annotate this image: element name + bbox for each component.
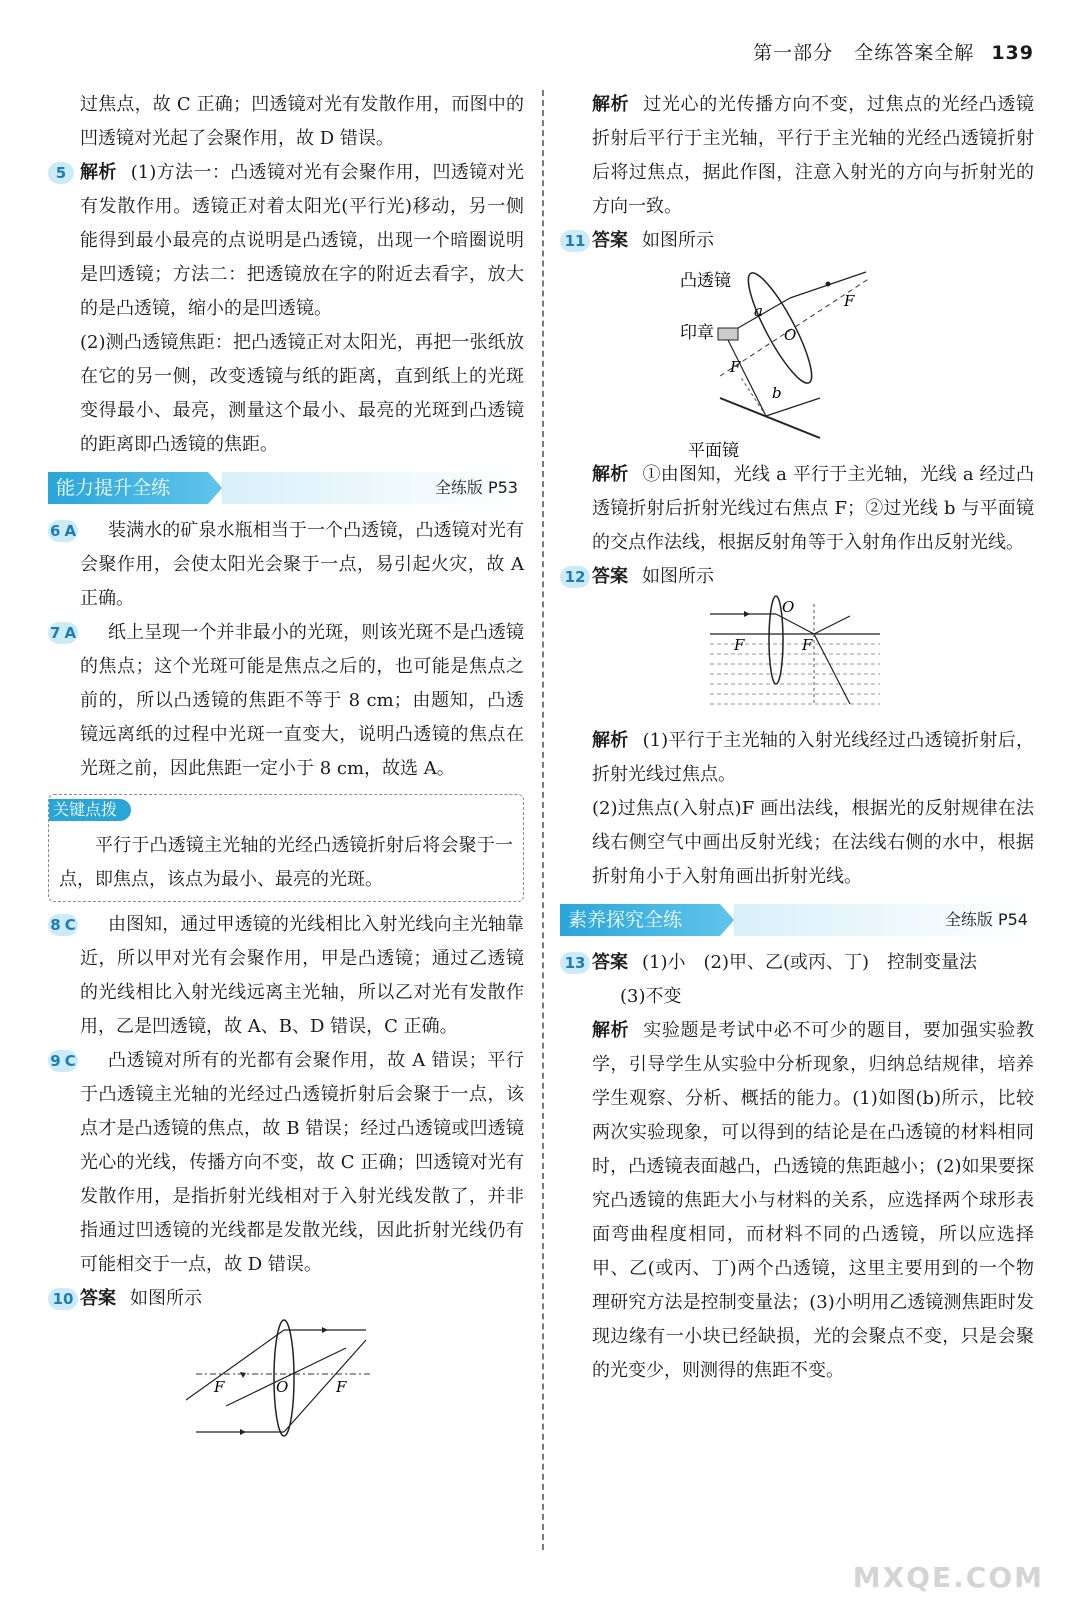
ray-a — [738, 298, 790, 328]
section-arrow — [208, 472, 222, 504]
lens-label: 凸透镜 — [680, 271, 731, 291]
q10-figure-lens-diagram — [186, 1316, 386, 1440]
q12-analysis-2: (2)过焦点(入射点)F 画出法线，根据光的反射规律在法线右侧空气中画出反射光线；在法线右侧的水中，根据折射角小于入射角画出折射光线。 — [592, 798, 1034, 887]
key-tip-box — [48, 794, 524, 902]
question-5 — [48, 156, 524, 462]
column-divider — [542, 90, 544, 1550]
focus-label-right: F — [844, 292, 855, 310]
question-11 — [560, 224, 1034, 258]
question-12 — [560, 560, 1034, 594]
key-tip-text: 平行于凸透镜主光轴的光经凸透镜折射后将会聚于一点，即焦点，该点为最小、最亮的光斑。 — [59, 835, 513, 890]
q13-analysis: 实验题是考试中必不可少的题目，要加强实验教学，引导学生从实验中分析现象，归纳总结规律，培养学生观察、分析、概括的能力。(1)如图(b)所示，比较两次实验现象，可以得到的结论是在凸透镜的材料相同时，凸透镜表面越凸，凸透镜的焦距越小；(2)如果要探究凸透镜的焦距大小与材料的关系，应选择两个球形表面弯曲程度相同，而材料不同的凸透镜，所以应选择甲、乙(或丙、丁)两个凸透镜，这里主要用到的一个物理研究方法是控制变量法；(3)小明用乙透镜测焦距时发现边缘有一小块已经缺损，光的会聚点不变，只是会聚的光变少，则测得的焦距不变。 — [592, 1020, 1035, 1381]
analysis-label: 解析 — [592, 94, 630, 115]
q10-text: 如图所示 — [130, 1288, 202, 1309]
optical-center-label: O — [276, 1378, 289, 1396]
question-number: 10 — [48, 1288, 78, 1310]
section-header-ability — [48, 470, 524, 506]
question-number: 11 — [560, 230, 590, 252]
normal-line — [740, 376, 766, 416]
q5-text-1: (1)方法一：凸透镜对光有会聚作用，凹透镜对光有发散作用。透镜正对着太阳光(平行光)移动，另一侧能得到最小最亮的点说明是凸透镜，出现一个暗圈说明是凹透镜；方法二：把透镜放在字的附近去看字，放大的是凸透镜，缩小的是凹透镜。 — [80, 162, 525, 319]
focus-label-right: F — [336, 1378, 347, 1396]
optical-center-label: O — [782, 598, 795, 616]
q5-text-2: (2)测凸透镜焦距：把凸透镜正对太阳光，再把一张纸放在它的另一侧，改变透镜与纸的距离，直到纸上的光斑变得最小、最亮，测量这个最小、最亮的光斑到凸透镜的距离即凸透镜的焦距。 — [80, 332, 524, 455]
q13-answer-1: (1)小 (2)甲、乙(或丙、丁) 控制变量法 — [642, 952, 978, 973]
plane-mirror — [720, 398, 820, 438]
answer-letter: C — [64, 1052, 76, 1070]
convex-lens — [769, 596, 783, 684]
q7-text: 纸上呈现一个并非最小的光斑，则该光斑不是凸透镜的焦点；这个光斑可能是焦点之后的，也可能是焦点之前的，所以凸透镜的焦距不等于 8 cm；由题知，凸透镜远离纸的过程中光斑一直变大，说明凸透镜的焦点在光斑之前，因此焦距一定小于 8 cm，故选 A。 — [80, 622, 524, 779]
ray-b-label: b — [772, 384, 782, 402]
answer-letter: A — [64, 624, 77, 642]
question-6 — [48, 514, 524, 616]
answer-label: 答案 — [592, 952, 628, 973]
q8-text: 由图知，通过甲透镜的光线相比入射光线向主光轴靠近，所以甲对光有会聚作用，甲是凸透镜；通过乙透镜的光线相比入射光线远离主光轴，所以乙对光有发散作用，乙是凹透镜，故 A、B、D 错误，C 正确。 — [80, 914, 524, 1037]
arrow-head — [240, 1429, 246, 1435]
header-section: 第一部分 — [753, 42, 834, 64]
focus-label-right: F — [802, 636, 813, 654]
question-number: 13 — [560, 952, 590, 974]
q11-text: 如图所示 — [642, 230, 714, 251]
q6-text: 装满水的矿泉水瓶相当于一个凸透镜，凸透镜对光有会聚作用，会使太阳光会聚于一点，易引起火灾，故 A 正确。 — [80, 520, 524, 609]
q11-analysis: 解析 ①由图知，光线 a 平行于主光轴，光线 a 经过凸透镜折射后折射光线过右焦点 F；②过光线 b 与平面镜的交点作法线，根据反射角等于入射角作出反射光线。 — [592, 464, 1035, 553]
focus-point — [826, 282, 831, 287]
ray-b — [728, 340, 766, 416]
q12-text: 如图所示 — [642, 566, 714, 587]
optical-center-label: O — [784, 326, 797, 344]
q11-figure-stamp-lens-mirror — [680, 258, 880, 458]
page-number: 139 — [991, 42, 1034, 64]
question-10 — [48, 1282, 524, 1316]
section-title: 素养探究全练 — [560, 904, 720, 936]
analysis-label: 解析 — [592, 730, 629, 751]
analysis-label: 解析 — [592, 464, 629, 485]
focus-label-left: F — [734, 636, 745, 654]
key-tip-label: 关键点拨 — [49, 799, 131, 821]
answer-label: 答案 — [592, 230, 628, 251]
focus-label-left: F — [730, 358, 741, 376]
mirror-label: 平面镜 — [688, 441, 739, 458]
section-ref: 全练版 P54 — [944, 910, 1028, 929]
arrow-head — [744, 611, 750, 617]
arrow-head — [240, 1372, 246, 1378]
question-number: 6 A — [50, 522, 77, 540]
question-number: 7 A — [50, 624, 77, 642]
refracted-ray — [776, 614, 814, 634]
q13-answer-2: (3)不变 — [620, 986, 682, 1007]
stamp-label: 印章 — [680, 323, 714, 343]
page-header — [753, 38, 1034, 65]
section-title: 能力提升全练 — [48, 472, 208, 504]
q12-figure-lens-water — [710, 594, 910, 724]
analysis-label: 解析 — [80, 162, 117, 183]
header-title: 全练答案全解 — [854, 42, 975, 64]
question-8 — [48, 908, 524, 1044]
ray-to-focus — [284, 1340, 366, 1432]
focus-label-left: F — [214, 1378, 225, 1396]
question-7 — [48, 616, 524, 786]
ray-through-focus — [186, 1330, 284, 1400]
question-13 — [560, 946, 1034, 1388]
analysis-label: 解析 — [592, 1020, 630, 1041]
question-9 — [48, 1044, 524, 1282]
question-number: 8 C — [48, 914, 78, 936]
answer-label: 答案 — [80, 1288, 116, 1309]
water-refracted-ray — [814, 634, 850, 704]
answer-letter: A — [64, 522, 77, 540]
convex-lens — [739, 267, 822, 390]
q9-text: 凸透镜对所有的光都有会聚作用，故 A 错误；平行于凸透镜主光轴的光经过凸透镜折射后会聚于一点，该点才是凸透镜的焦点，故 B 错误；经过凸透镜或凹透镜光心的光线，传播方向不变，故 C 正确；凹透镜对光有发散作用，是指折射光线相对于入射光线发散了，并非指通过凹透镜的光线都是发散光线，因此折射光线仍有可能相交于一点，故 D 错误。 — [80, 1050, 524, 1275]
left-column — [48, 88, 524, 1440]
answer-letter: C — [64, 916, 76, 934]
arrow-head — [322, 1327, 328, 1333]
answer-label: 答案 — [592, 566, 628, 587]
section-arrow — [720, 904, 734, 936]
q12-analysis-1: 解析 (1)平行于主光轴的入射光线经过凸透镜折射后，折射光线过焦点。 — [592, 730, 1034, 785]
stamp — [718, 328, 738, 340]
question-number: 5 — [48, 162, 74, 184]
ray-through-center — [226, 1348, 346, 1406]
section-header-literacy — [560, 902, 1034, 938]
right-column — [560, 88, 1034, 1388]
q10-analysis: 解析 过光心的光传播方向不变，过焦点的光经凸透镜折射后平行于主光轴，平行于主光轴的光经凸透镜折射后将过焦点，据此作图，注意入射光的方向与折射光的方向一致。 — [592, 94, 1035, 217]
reflected-ray — [814, 616, 850, 634]
section-ref: 全练版 P53 — [434, 478, 518, 497]
continued-paragraph: 过焦点，故 C 正确；凹透镜对光有发散作用，而图中的凹透镜对光起了会聚作用，故 D 错误。 — [80, 94, 524, 149]
watermark: MXQE.COM — [852, 1561, 1044, 1594]
question-number: 12 — [560, 566, 590, 588]
ray-a-label: a — [754, 302, 763, 320]
question-number: 9 C — [48, 1050, 78, 1072]
